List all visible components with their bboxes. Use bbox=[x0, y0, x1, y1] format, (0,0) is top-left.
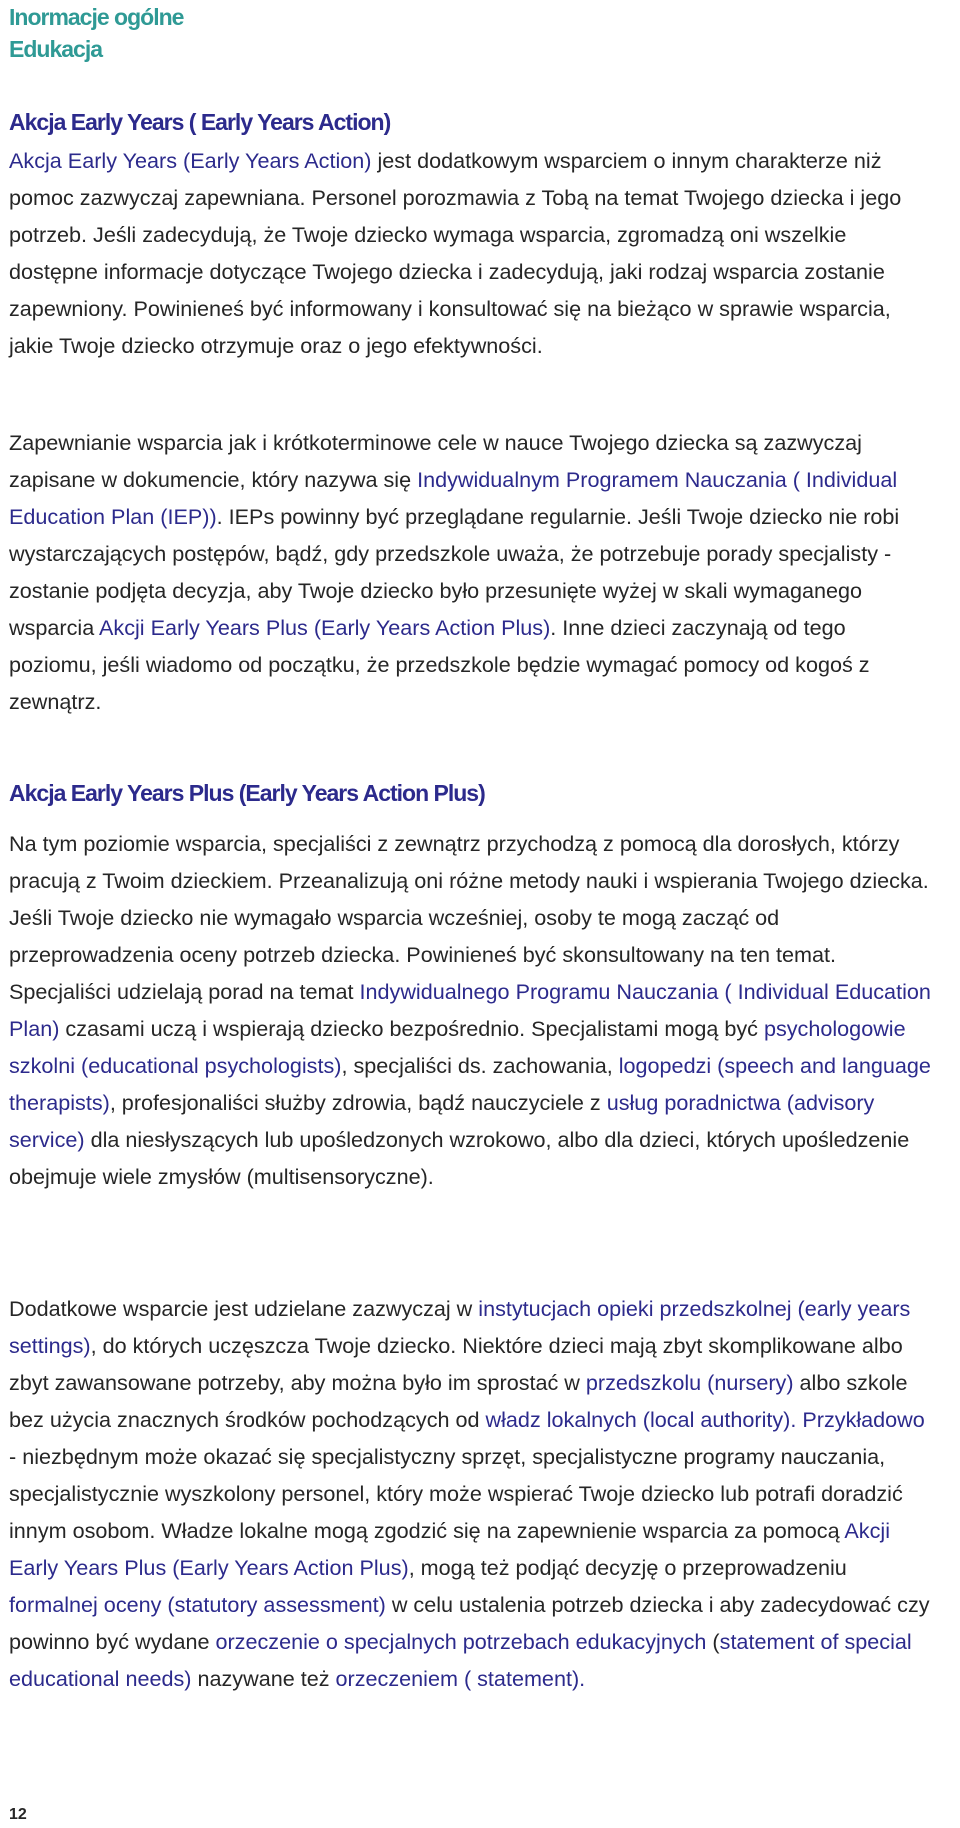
link-text[interactable]: Indywidualnego Programu Nauczania ( Individual Education Plan) bbox=[9, 979, 931, 1041]
body-text: , do których uczęszcza Twoje dziecko. Niektóre dzieci mają zbyt skomplikowane albo zbyt zawansowane potrzeby, aby można było im sprostać w bbox=[9, 1333, 903, 1395]
body-text: w celu ustalenia potrzeb dziecka i aby zadecydować czy powinno być wydane bbox=[9, 1592, 930, 1654]
body-text: Dodatkowe wsparcie jest udzielane zazwyczaj w bbox=[9, 1296, 479, 1321]
section-early-years-action-title: Akcja Early Years ( Early Years Action) bbox=[9, 109, 391, 135]
body-text: dla niesłyszących lub upośledzonych wzrokowo, albo dla dzieci, których upośledzenie obejmuje wiele zmysłów (multisensoryczne). bbox=[9, 1127, 910, 1189]
link-text[interactable]: Indywidualnym Programem Nauczania ( Individual Education Plan (IEP)) bbox=[9, 467, 898, 529]
header-subcategory: Edukacja bbox=[9, 36, 102, 62]
body-text: Na tym poziomie wsparcia, specjaliści z zewnątrz przychodzą z pomocą dla dorosłych, którzy pracują z Twoim dzieckiem. Przeanalizują oni różne metody nauki i wspierania Twojego dziecka. Jeśli Twoje dziecko nie wymagało wsparcia wcześniej, osoby te mogą zacząć od przeprowadzenia oceny potrzeb dziecka. Powinieneś być skonsultowany na ten temat. Specjaliści udzielają porad na temat bbox=[9, 831, 929, 1004]
body-text: , profesjonaliści służby zdrowia, bądź nauczyciele z bbox=[109, 1090, 607, 1115]
link-text[interactable]: Akcji Early Years Plus (Early Years Action Plus) bbox=[9, 1518, 890, 1580]
body-text: - niezbędnym może okazać się specjalistyczny sprzęt, specjalistyczne programy nauczania, specjalistycznie wyszkolony personel, który może wspierać Twoje dziecko lub potrafi doradzić innym osobom. Władze lokalne mogą zgodzić się na zapewnienie wsparcia za pomocą bbox=[9, 1444, 903, 1543]
link-text[interactable]: instytucjach opieki przedszkolnej (early years settings) bbox=[9, 1296, 911, 1358]
page-number: 12 bbox=[9, 1806, 27, 1823]
body-text: , specjaliści ds. zachowania, bbox=[341, 1053, 619, 1078]
section1-paragraph-1 bbox=[9, 142, 931, 364]
body-text: czasami uczą i wspierają dziecko bezpośrednio. Specjalistami mogą być bbox=[59, 1016, 764, 1041]
body-text: , mogą też podjąć decyzję o przeprowadzeniu bbox=[408, 1555, 847, 1580]
body-text: jest dodatkowym wsparciem o innym charakterze niż pomoc zazwyczaj zapewniana. Personel porozmawia z Tobą na temat Twojego dziecka i jego potrzeb. Jeśli zadecydują, że Twoje dziecko wymaga wsparcia, zgromadzą oni wszelkie dostępne informacje dotyczące Twojego dziecka i zadecydują, jaki rodzaj wsparcia zostanie zapewniony. Powinieneś być informowany i konsultować się na bieżąco w sprawie wsparcia, jakie Twoje dziecko otrzymuje oraz o jego efektywności. bbox=[9, 148, 902, 358]
link-text[interactable]: usług poradnictwa (advisory service) bbox=[9, 1090, 875, 1152]
link-text[interactable]: Akcji Early Years Plus (Early Years Action Plus) bbox=[99, 615, 551, 640]
section-early-years-action-plus-title: Akcja Early Years Plus (Early Years Action Plus) bbox=[9, 780, 485, 806]
body-text: . Inne dzieci zaczynają od tego poziomu, jeśli wiadomo od początku, że przedszkole będzie wymagać pomocy od kogoś z zewnątrz. bbox=[9, 615, 870, 714]
header-category: Inormacje ogólne bbox=[9, 4, 184, 30]
link-text[interactable]: przedszkolu (nursery) bbox=[585, 1370, 794, 1395]
link-text[interactable]: logopedzi (speech and language therapists) bbox=[9, 1053, 931, 1115]
link-text[interactable]: Przykładowo bbox=[802, 1407, 925, 1432]
link-text[interactable]: Akcja Early Years (Early Years Action) bbox=[9, 148, 372, 173]
link-text[interactable]: statement of special educational needs) bbox=[9, 1629, 912, 1691]
body-text: albo szkole bez użycia znacznych środków pochodzących od bbox=[9, 1370, 908, 1432]
section2-paragraph-2 bbox=[9, 1290, 931, 1697]
body-text: nazywane też bbox=[191, 1666, 336, 1691]
link-text[interactable]: orzeczeniem ( statement). bbox=[335, 1666, 586, 1691]
link-text[interactable]: władz lokalnych (local authority). bbox=[485, 1407, 797, 1432]
link-text[interactable]: orzeczenie o specjalnych potrzebach edukacyjnych bbox=[215, 1629, 707, 1654]
section2-paragraph-1 bbox=[9, 825, 931, 1195]
body-text: . IEPs powinny być przeglądane regularnie. Jeśli Twoje dziecko nie robi wystarczających postępów, bądź, gdy przedszkole uważa, że potrzebuje porady specjalisty - zostanie podjęta decyzja, aby Twoje dziecko było przesunięte wyżej w skali wymaganego wsparcia bbox=[9, 504, 900, 640]
link-text[interactable]: formalnej oceny (statutory assessment) bbox=[9, 1592, 386, 1617]
link-text[interactable]: psychologowie szkolni (educational psychologists) bbox=[9, 1016, 906, 1078]
body-text: ( bbox=[706, 1629, 720, 1654]
body-text: Zapewnianie wsparcia jak i krótkoterminowe cele w nauce Twojego dziecka są zazwyczaj zapisane w dokumencie, który nazywa się bbox=[9, 430, 862, 492]
section1-paragraph-2 bbox=[9, 424, 931, 720]
